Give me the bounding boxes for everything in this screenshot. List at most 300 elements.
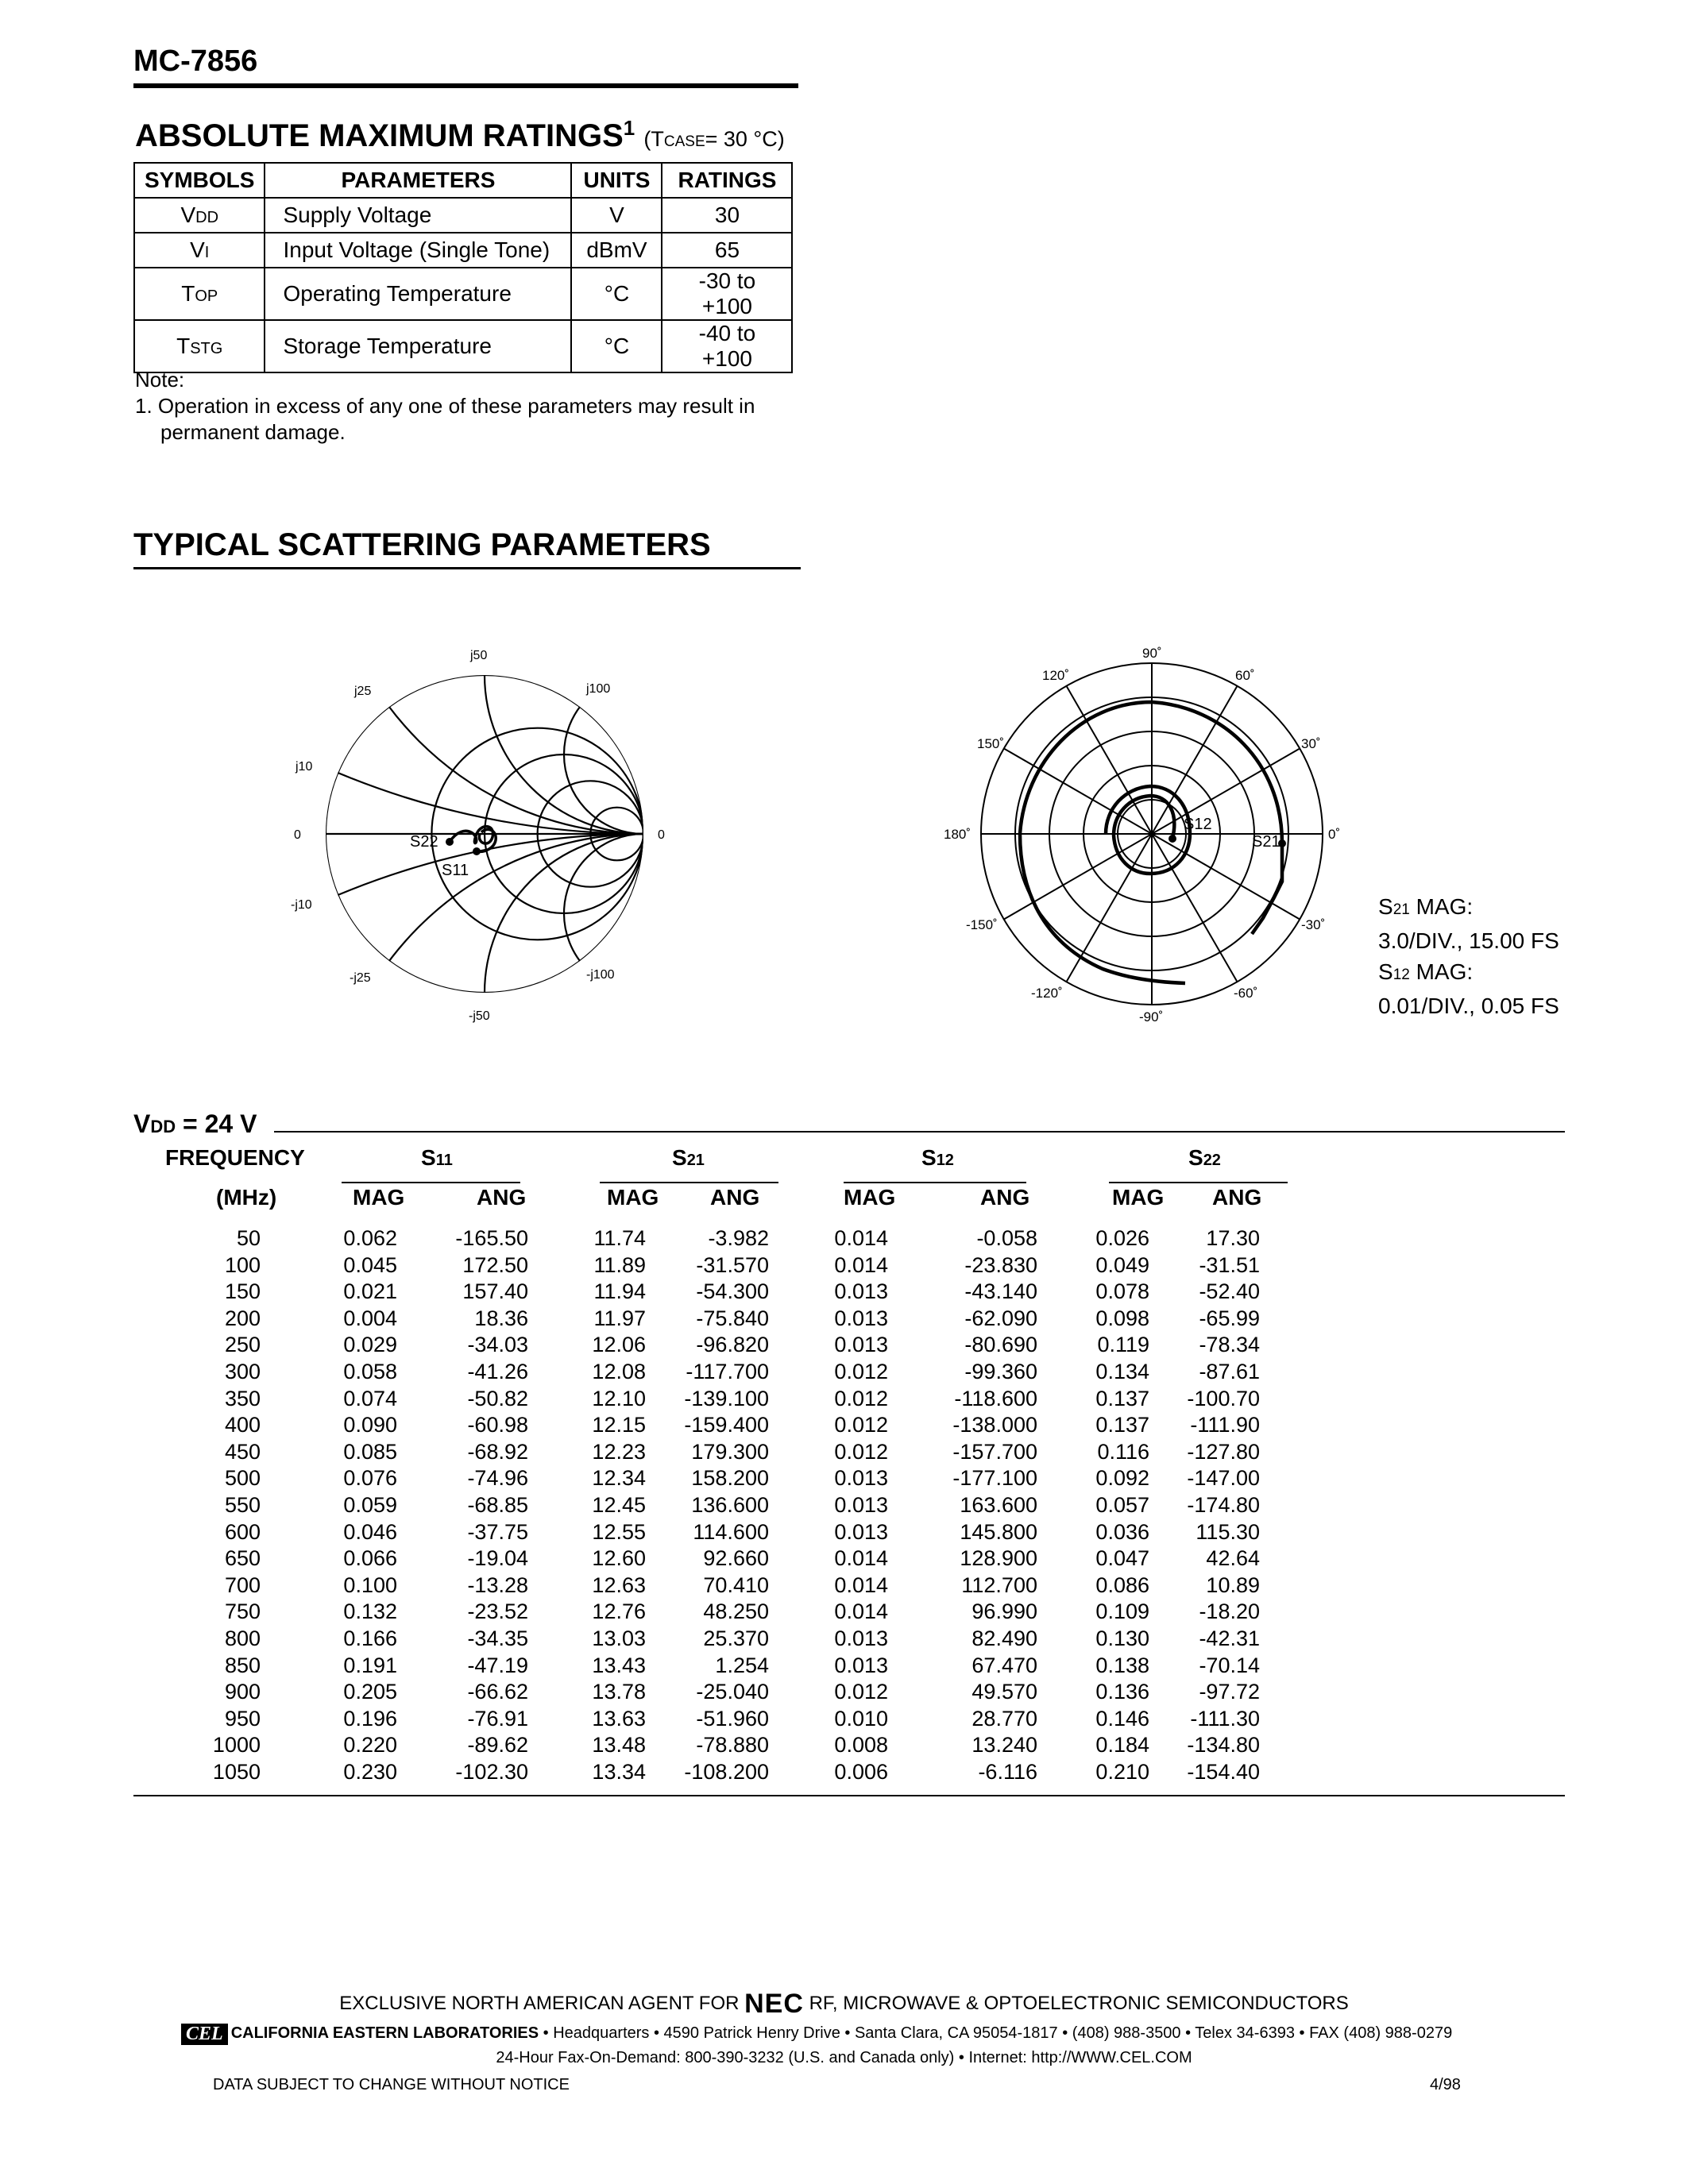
cell-s12-ang: 112.700 (961, 1572, 1037, 1597)
polar-legend (1378, 891, 1559, 1021)
amr-unit: dBmV (571, 233, 662, 268)
polar-angle-180: 180˚ (944, 827, 971, 842)
cell-s12-mag: 0.013 (834, 1333, 888, 1357)
group-s11-rule (342, 1182, 520, 1183)
cell-s12-ang: -0.058 (976, 1226, 1037, 1250)
cell-s11-mag: 0.220 (343, 1733, 397, 1758)
cell-s11-ang: -60.98 (467, 1413, 528, 1437)
group-s22-rule (1109, 1182, 1288, 1183)
cell-s21-mag: 13.43 (592, 1653, 646, 1677)
cell-s22-ang: 115.30 (1196, 1519, 1260, 1544)
cell-s12-mag: 0.012 (834, 1680, 888, 1704)
cell-s12-mag: 0.014 (834, 1546, 888, 1571)
legend-s12-suffix: MAG: (1409, 959, 1474, 984)
cell-s22-ang: -147.00 (1187, 1466, 1260, 1491)
cell-s11-ang: -76.91 (467, 1706, 528, 1731)
cell-s21-ang: 48.250 (703, 1599, 769, 1624)
cell-s12-mag: 0.013 (834, 1306, 888, 1330)
cell-s22-ang: -111.90 (1190, 1413, 1260, 1437)
cell-s21-ang: 114.600 (693, 1519, 769, 1544)
cell-s11-mag: 0.196 (343, 1706, 397, 1731)
cell-s21-mag: 12.60 (592, 1546, 646, 1571)
cell-s21-mag: 12.76 (592, 1599, 646, 1624)
cell-s12-ang: 145.800 (960, 1519, 1037, 1544)
vdd-sub: DD (150, 1117, 176, 1136)
cell-s21-mag: 11.97 (593, 1306, 646, 1330)
amr-header-row (134, 163, 792, 198)
amr-col-parameters: PARAMETERS (265, 163, 571, 198)
cell-s22-ang: -154.40 (1187, 1759, 1260, 1784)
cell-s11-mag: 0.066 (343, 1546, 397, 1571)
cell-s12-mag: 0.013 (834, 1492, 888, 1517)
group-s21-sub: 21 (686, 1152, 705, 1169)
cell-s12-ang: -138.000 (952, 1413, 1037, 1437)
footer-agent-post: RF, MICROWAVE & OPTOELECTRONIC SEMICONDUCTORS (803, 1993, 1349, 2014)
cell-s11-mag: 0.004 (343, 1306, 397, 1330)
cell-s11-ang: -68.92 (467, 1439, 528, 1464)
group-s22-prefix: S (1188, 1145, 1203, 1170)
cell-s12-mag: 0.013 (834, 1653, 888, 1677)
amr-row (134, 320, 792, 372)
cell-s22-ang: -42.31 (1199, 1626, 1260, 1650)
cell-s11-mag: 0.166 (343, 1626, 397, 1650)
cell-s21-mag: 12.34 (592, 1466, 646, 1491)
cell-s21-ang: 136.600 (691, 1492, 769, 1517)
legend-s21-sub: 21 (1393, 901, 1410, 918)
cell-s12-mag: 0.012 (834, 1413, 888, 1437)
cell-s22-ang: -97.72 (1199, 1680, 1260, 1704)
amr-col-symbols: SYMBOLS (134, 163, 265, 198)
cell-s12-ang: -177.100 (952, 1466, 1037, 1491)
cell-s11-ang: -34.35 (467, 1626, 528, 1650)
cell-s12-ang: -118.600 (954, 1386, 1037, 1410)
amr-col-ratings: RATINGS (662, 163, 792, 198)
polar-angle-60: 60˚ (1235, 668, 1255, 683)
footer-date: 4/98 (1430, 2076, 1461, 2093)
smith-x-arc-mj25 (326, 834, 699, 1048)
amr-symbol: VI (134, 233, 265, 268)
cell-freq: 800 (224, 1626, 261, 1650)
cell-s11-ang: -19.04 (467, 1546, 528, 1571)
cell-s21-ang: 1.254 (715, 1653, 769, 1677)
group-s21-rule (600, 1182, 778, 1183)
cell-s22-mag: 0.057 (1095, 1492, 1149, 1517)
cell-s22-mag: 0.137 (1095, 1413, 1149, 1437)
cell-s22-mag: 0.116 (1097, 1439, 1149, 1464)
cell-s11-mag: 0.058 (343, 1359, 397, 1383)
cell-s12-ang: 13.240 (971, 1733, 1037, 1758)
cell-s12-mag: 0.012 (834, 1359, 888, 1383)
smith-s22-start-dot (446, 838, 454, 846)
amr-rating: -40 to +100 (662, 320, 792, 372)
amr-symbol: VDD (134, 198, 265, 233)
cell-s22-ang: -31.51 (1199, 1252, 1260, 1277)
polar-angle-m90: -90˚ (1139, 1009, 1164, 1024)
cell-s11-mag: 0.191 (343, 1653, 397, 1677)
cell-freq: 200 (224, 1306, 261, 1330)
s21-ang-header: ANG (710, 1185, 760, 1210)
cell-s12-ang: 28.770 (971, 1706, 1037, 1731)
group-s21-prefix: S (672, 1145, 687, 1170)
amr-symbol: TOP (134, 268, 265, 320)
cell-s21-ang: -96.820 (696, 1333, 769, 1357)
cell-s11-mag: 0.021 (343, 1279, 397, 1304)
amr-rating: -30 to +100 (662, 268, 792, 320)
cell-s21-ang: 25.370 (703, 1626, 769, 1650)
cell-s21-ang: -108.200 (684, 1759, 769, 1784)
amr-parameter: Operating Temperature (265, 268, 571, 320)
nec-logo: NEC (744, 1989, 804, 2019)
cell-s22-mag: 0.137 (1095, 1386, 1149, 1410)
cell-s21-mag: 12.10 (592, 1386, 646, 1410)
cell-freq: 400 (224, 1413, 261, 1437)
amr-row (134, 198, 792, 233)
cell-s22-ang: 42.64 (1206, 1546, 1260, 1571)
legend-s12-sub: 12 (1393, 967, 1410, 983)
cell-s21-mag: 12.45 (592, 1492, 646, 1517)
s22-mag-header: MAG (1112, 1185, 1165, 1210)
cell-s22-mag: 0.134 (1095, 1359, 1149, 1383)
cell-freq: 250 (224, 1333, 261, 1357)
group-s11-prefix: S (421, 1145, 436, 1170)
cell-s11-ang: -50.82 (467, 1386, 528, 1410)
cell-s11-ang: -47.19 (467, 1653, 528, 1677)
polar-label-s21: S21 (1252, 833, 1280, 851)
cell-s12-mag: 0.012 (834, 1386, 888, 1410)
cell-s22-ang: -87.61 (1199, 1359, 1260, 1383)
amr-cond-suffix: = 30 °C) (705, 127, 785, 151)
legend-s12-scale: 0.01/DIV., 0.05 FS (1378, 994, 1559, 1018)
cell-s12-ang: 96.990 (971, 1599, 1037, 1624)
footer-company: CALIFORNIA EASTERN LABORATORIES (230, 2024, 539, 2042)
cell-s12-mag: 0.014 (834, 1572, 888, 1597)
amr-unit: °C (571, 320, 662, 372)
cell-s22-mag: 0.138 (1095, 1653, 1149, 1677)
cell-s21-mag: 11.89 (593, 1252, 646, 1277)
cell-s21-ang: 158.200 (691, 1466, 769, 1491)
cell-freq: 50 (236, 1226, 261, 1250)
cell-s12-mag: 0.014 (834, 1226, 888, 1250)
cell-s21-mag: 13.48 (592, 1733, 646, 1758)
cell-s12-ang: -6.116 (978, 1759, 1037, 1784)
cell-s11-ang: -68.85 (467, 1492, 528, 1517)
cell-s22-mag: 0.184 (1095, 1733, 1149, 1758)
cell-s12-ang: 163.600 (960, 1492, 1037, 1517)
cell-s21-mag: 12.06 (592, 1333, 646, 1357)
smith-label-mj100: -j100 (586, 968, 615, 982)
cell-s22-ang: 17.30 (1206, 1226, 1260, 1250)
amr-cond-sub: CASE (663, 133, 705, 150)
polar-angle-90: 90˚ (1142, 646, 1162, 661)
cell-freq: 500 (224, 1466, 261, 1491)
smith-label-zero-left: 0 (294, 828, 301, 842)
cell-s11-ang: 172.50 (462, 1252, 528, 1277)
cell-s12-mag: 0.013 (834, 1466, 888, 1491)
tsp-rule (133, 567, 801, 569)
amr-parameter: Storage Temperature (265, 320, 571, 372)
amr-condition (643, 127, 784, 151)
group-s12-rule (844, 1182, 1026, 1183)
cell-s22-mag: 0.136 (1095, 1680, 1149, 1704)
cell-s12-ang: 49.570 (971, 1680, 1037, 1704)
cell-s22-ang: -127.80 (1187, 1439, 1260, 1464)
smith-x-arc-j25 (326, 635, 699, 834)
polar-angle-m120: -120˚ (1031, 986, 1063, 1001)
cell-s12-ang: -23.830 (964, 1252, 1037, 1277)
polar-angle-0: 0˚ (1328, 827, 1341, 842)
cell-s22-ang: -65.99 (1199, 1306, 1260, 1330)
cell-s22-ang: -70.14 (1199, 1653, 1260, 1677)
cell-s22-ang: -18.20 (1199, 1599, 1260, 1624)
cell-s22-ang: -52.40 (1199, 1279, 1260, 1304)
smith-label-j25: j25 (354, 685, 372, 698)
amr-unit: V (571, 198, 662, 233)
cell-s11-ang: -23.52 (467, 1599, 528, 1624)
cell-s22-mag: 0.026 (1095, 1226, 1149, 1250)
cell-freq: 550 (224, 1492, 261, 1517)
amr-col-units: UNITS (571, 163, 662, 198)
smith-s11-start-dot (473, 847, 481, 855)
legend-s21-prefix: S (1378, 894, 1393, 919)
cell-s22-ang: 10.89 (1206, 1572, 1260, 1597)
cell-s12-mag: 0.014 (834, 1599, 888, 1624)
cell-s11-ang: -89.62 (467, 1733, 528, 1758)
cell-s12-ang: 128.900 (960, 1546, 1037, 1571)
vdd-rule (274, 1131, 1565, 1133)
cell-s12-mag: 0.012 (834, 1439, 888, 1464)
cell-freq: 600 (224, 1519, 261, 1544)
cell-s21-mag: 13.03 (592, 1626, 646, 1650)
group-s22-sub: 22 (1203, 1152, 1221, 1169)
polar-chart (937, 635, 1366, 1048)
cell-s22-mag: 0.210 (1095, 1759, 1149, 1784)
s11-mag-header: MAG (353, 1185, 405, 1210)
cell-s22-mag: 0.049 (1095, 1252, 1149, 1277)
cell-s11-ang: -13.28 (467, 1572, 528, 1597)
cell-s21-mag: 12.55 (592, 1519, 646, 1544)
legend-s21-title (1378, 891, 1559, 925)
cell-s22-ang: -111.30 (1190, 1706, 1260, 1731)
cell-s12-ang: 82.490 (971, 1626, 1037, 1650)
cell-s22-ang: -134.80 (1187, 1733, 1260, 1758)
note-line-1: 1. Operation in excess of any one of these parameters may result in (135, 394, 755, 418)
footer-agent-pre: EXCLUSIVE NORTH AMERICAN AGENT FOR (339, 1993, 745, 2014)
cell-s11-ang: -165.50 (455, 1226, 528, 1250)
cell-s12-mag: 0.013 (834, 1519, 888, 1544)
cell-s11-mag: 0.062 (343, 1226, 397, 1250)
cell-s22-mag: 0.098 (1095, 1306, 1149, 1330)
cell-s21-ang: -75.840 (696, 1306, 769, 1330)
cell-s21-ang: -54.300 (696, 1279, 769, 1304)
cell-s21-ang: -51.960 (696, 1706, 769, 1731)
cell-s11-mag: 0.090 (343, 1413, 397, 1437)
cell-freq: 750 (224, 1599, 261, 1624)
amr-title-text: ABSOLUTE MAXIMUM RATINGS (135, 118, 624, 153)
note-block (135, 367, 755, 446)
polar-s12-start-dot (1168, 835, 1176, 843)
smith-label-zero-right: 0 (658, 828, 665, 842)
cell-freq: 850 (224, 1653, 261, 1677)
smith-x-arc-mj100 (564, 834, 699, 993)
cell-s12-mag: 0.013 (834, 1626, 888, 1650)
cell-s21-ang: 92.660 (703, 1546, 769, 1571)
group-s12-sub: 12 (936, 1152, 954, 1169)
polar-angle-30: 30˚ (1301, 736, 1321, 751)
cell-s11-mag: 0.046 (343, 1519, 397, 1544)
cell-s21-ang: -3.982 (708, 1226, 769, 1250)
smith-chart (286, 635, 699, 1048)
amr-cond-prefix: (T (643, 127, 664, 151)
cell-s21-ang: 179.300 (691, 1439, 769, 1464)
legend-s21-scale: 3.0/DIV., 15.00 FS (1378, 928, 1559, 953)
amr-parameter: Input Voltage (Single Tone) (265, 233, 571, 268)
amr-row (134, 268, 792, 320)
cell-s12-ang: -62.090 (964, 1306, 1037, 1330)
s12-mag-header: MAG (844, 1185, 896, 1210)
freq-unit-header: (MHz) (216, 1185, 277, 1210)
footer-address-line (181, 2024, 1452, 2045)
cell-freq: 150 (224, 1279, 261, 1304)
cell-s21-ang: -78.880 (696, 1733, 769, 1758)
cell-s11-mag: 0.100 (343, 1572, 397, 1597)
cell-s21-mag: 11.74 (593, 1226, 646, 1250)
polar-angle-150: 150˚ (977, 736, 1005, 751)
note-line-2: permanent damage. (160, 420, 346, 444)
legend-s12-prefix: S (1378, 959, 1393, 984)
group-s11-sub: 11 (435, 1152, 453, 1169)
cell-s11-ang: 157.40 (462, 1279, 528, 1304)
cell-s22-mag: 0.119 (1097, 1333, 1149, 1357)
cell-s12-mag: 0.013 (834, 1279, 888, 1304)
cell-s12-ang: -157.700 (952, 1439, 1037, 1464)
amr-table (133, 162, 793, 373)
cell-s11-mag: 0.059 (343, 1492, 397, 1517)
cell-s21-mag: 12.15 (592, 1413, 646, 1437)
group-s22-header (1188, 1145, 1221, 1171)
cell-s21-ang: -117.700 (686, 1359, 769, 1383)
smith-x-arc-mj50 (485, 834, 699, 1048)
cell-s12-mag: 0.008 (834, 1733, 888, 1758)
cell-s21-mag: 13.78 (592, 1680, 646, 1704)
polar-angle-m60: -60˚ (1234, 986, 1258, 1001)
cell-s12-mag: 0.006 (834, 1759, 888, 1784)
polar-label-s12: S12 (1184, 816, 1212, 833)
cell-s12-ang: -80.690 (964, 1333, 1037, 1357)
tsp-title: TYPICAL SCATTERING PARAMETERS (133, 527, 711, 562)
vdd-suffix: = 24 V (176, 1109, 257, 1138)
smith-label-mj50: -j50 (469, 1009, 490, 1023)
vdd-prefix: V (133, 1109, 151, 1138)
amr-row (134, 233, 792, 268)
cell-s11-ang: -66.62 (467, 1680, 528, 1704)
amr-symbol: TSTG (134, 320, 265, 372)
cell-s22-ang: -174.80 (1187, 1492, 1260, 1517)
cell-s11-ang: 18.36 (474, 1306, 528, 1330)
amr-unit: °C (571, 268, 662, 320)
cell-s11-mag: 0.076 (343, 1466, 397, 1491)
cell-s21-mag: 12.08 (592, 1359, 646, 1383)
cell-freq: 900 (224, 1680, 261, 1704)
cell-s22-mag: 0.092 (1095, 1466, 1149, 1491)
smith-label-mj10: -j10 (291, 898, 312, 912)
footer-notice: DATA SUBJECT TO CHANGE WITHOUT NOTICE (213, 2076, 570, 2093)
cell-freq: 950 (224, 1706, 261, 1731)
cell-s22-mag: 0.036 (1095, 1519, 1149, 1544)
cell-freq: 350 (224, 1386, 261, 1410)
cell-freq: 1050 (212, 1759, 261, 1784)
cell-s21-ang: -25.040 (696, 1680, 769, 1704)
amr-footnote-mark: 1 (623, 116, 635, 140)
cell-s21-mag: 13.63 (592, 1706, 646, 1731)
cell-s11-ang: -37.75 (467, 1519, 528, 1544)
cell-s21-mag: 12.23 (592, 1439, 646, 1464)
cell-s21-mag: 12.63 (592, 1572, 646, 1597)
group-s12-header (921, 1145, 954, 1171)
cell-s22-mag: 0.109 (1095, 1599, 1149, 1624)
cell-s12-ang: -43.140 (964, 1279, 1037, 1304)
amr-parameter: Supply Voltage (265, 198, 571, 233)
polar-angle-m150: -150˚ (966, 917, 998, 932)
cell-s12-ang: -99.360 (964, 1359, 1037, 1383)
polar-trace-s21-tail (1252, 843, 1282, 934)
footer-fax-line: 24-Hour Fax-On-Demand: 800-390-3232 (U.S. and Canada only) • Internet: http://WWW.CEL.COM (496, 2049, 1192, 2066)
cell-s22-mag: 0.047 (1095, 1546, 1149, 1571)
cell-freq: 700 (224, 1572, 261, 1597)
cell-s21-ang: 70.410 (703, 1572, 769, 1597)
smith-label-j100: j100 (586, 682, 611, 696)
note-title: Note: (135, 368, 185, 392)
freq-header: FREQUENCY (165, 1145, 305, 1170)
legend-s12-title (1378, 956, 1559, 990)
cell-freq: 650 (224, 1546, 261, 1571)
cell-s21-mag: 13.34 (592, 1759, 646, 1784)
amr-rating: 30 (662, 198, 792, 233)
footer-address: • Headquarters • 4590 Patrick Henry Drive • Santa Clara, CA 95054-1817 • (408) 988-3500 • Telex 34-6393 • FAX (408) 988-0279 (539, 2024, 1453, 2042)
cell-s11-ang: -34.03 (467, 1333, 528, 1357)
amr-rating: 65 (662, 233, 792, 268)
cell-s12-ang: 67.470 (971, 1653, 1037, 1677)
smith-label-j50: j50 (470, 649, 488, 662)
sparam-bottom-rule (133, 1795, 1565, 1796)
smith-x-arc-j50 (485, 635, 699, 834)
smith-label-j10: j10 (295, 760, 313, 774)
cell-freq: 450 (224, 1439, 261, 1464)
cell-s22-mag: 0.078 (1095, 1279, 1149, 1304)
s11-ang-header: ANG (477, 1185, 527, 1210)
s12-ang-header: ANG (980, 1185, 1030, 1210)
cell-s11-mag: 0.205 (343, 1680, 397, 1704)
cell-s22-mag: 0.130 (1095, 1626, 1149, 1650)
cell-s21-mag: 11.94 (593, 1279, 646, 1304)
cell-s21-ang: -139.100 (684, 1386, 769, 1410)
polar-angle-120: 120˚ (1042, 668, 1070, 683)
cell-s11-ang: -102.30 (455, 1759, 528, 1784)
cell-freq: 100 (224, 1252, 261, 1277)
polar-angle-m30: -30˚ (1301, 917, 1326, 932)
cell-s11-mag: 0.074 (343, 1386, 397, 1410)
smith-x-arc-j100 (564, 675, 699, 834)
footer-agent-line (0, 1989, 1688, 2020)
cell-s22-mag: 0.086 (1095, 1572, 1149, 1597)
cell-s21-ang: -31.570 (696, 1252, 769, 1277)
group-s11-header (421, 1145, 453, 1171)
s21-mag-header: MAG (607, 1185, 659, 1210)
cell-freq: 1000 (212, 1733, 261, 1758)
group-s12-prefix: S (921, 1145, 937, 1170)
cell-s11-mag: 0.085 (343, 1439, 397, 1464)
group-s21-header (672, 1145, 705, 1171)
cel-logo: CEL (181, 2024, 228, 2045)
